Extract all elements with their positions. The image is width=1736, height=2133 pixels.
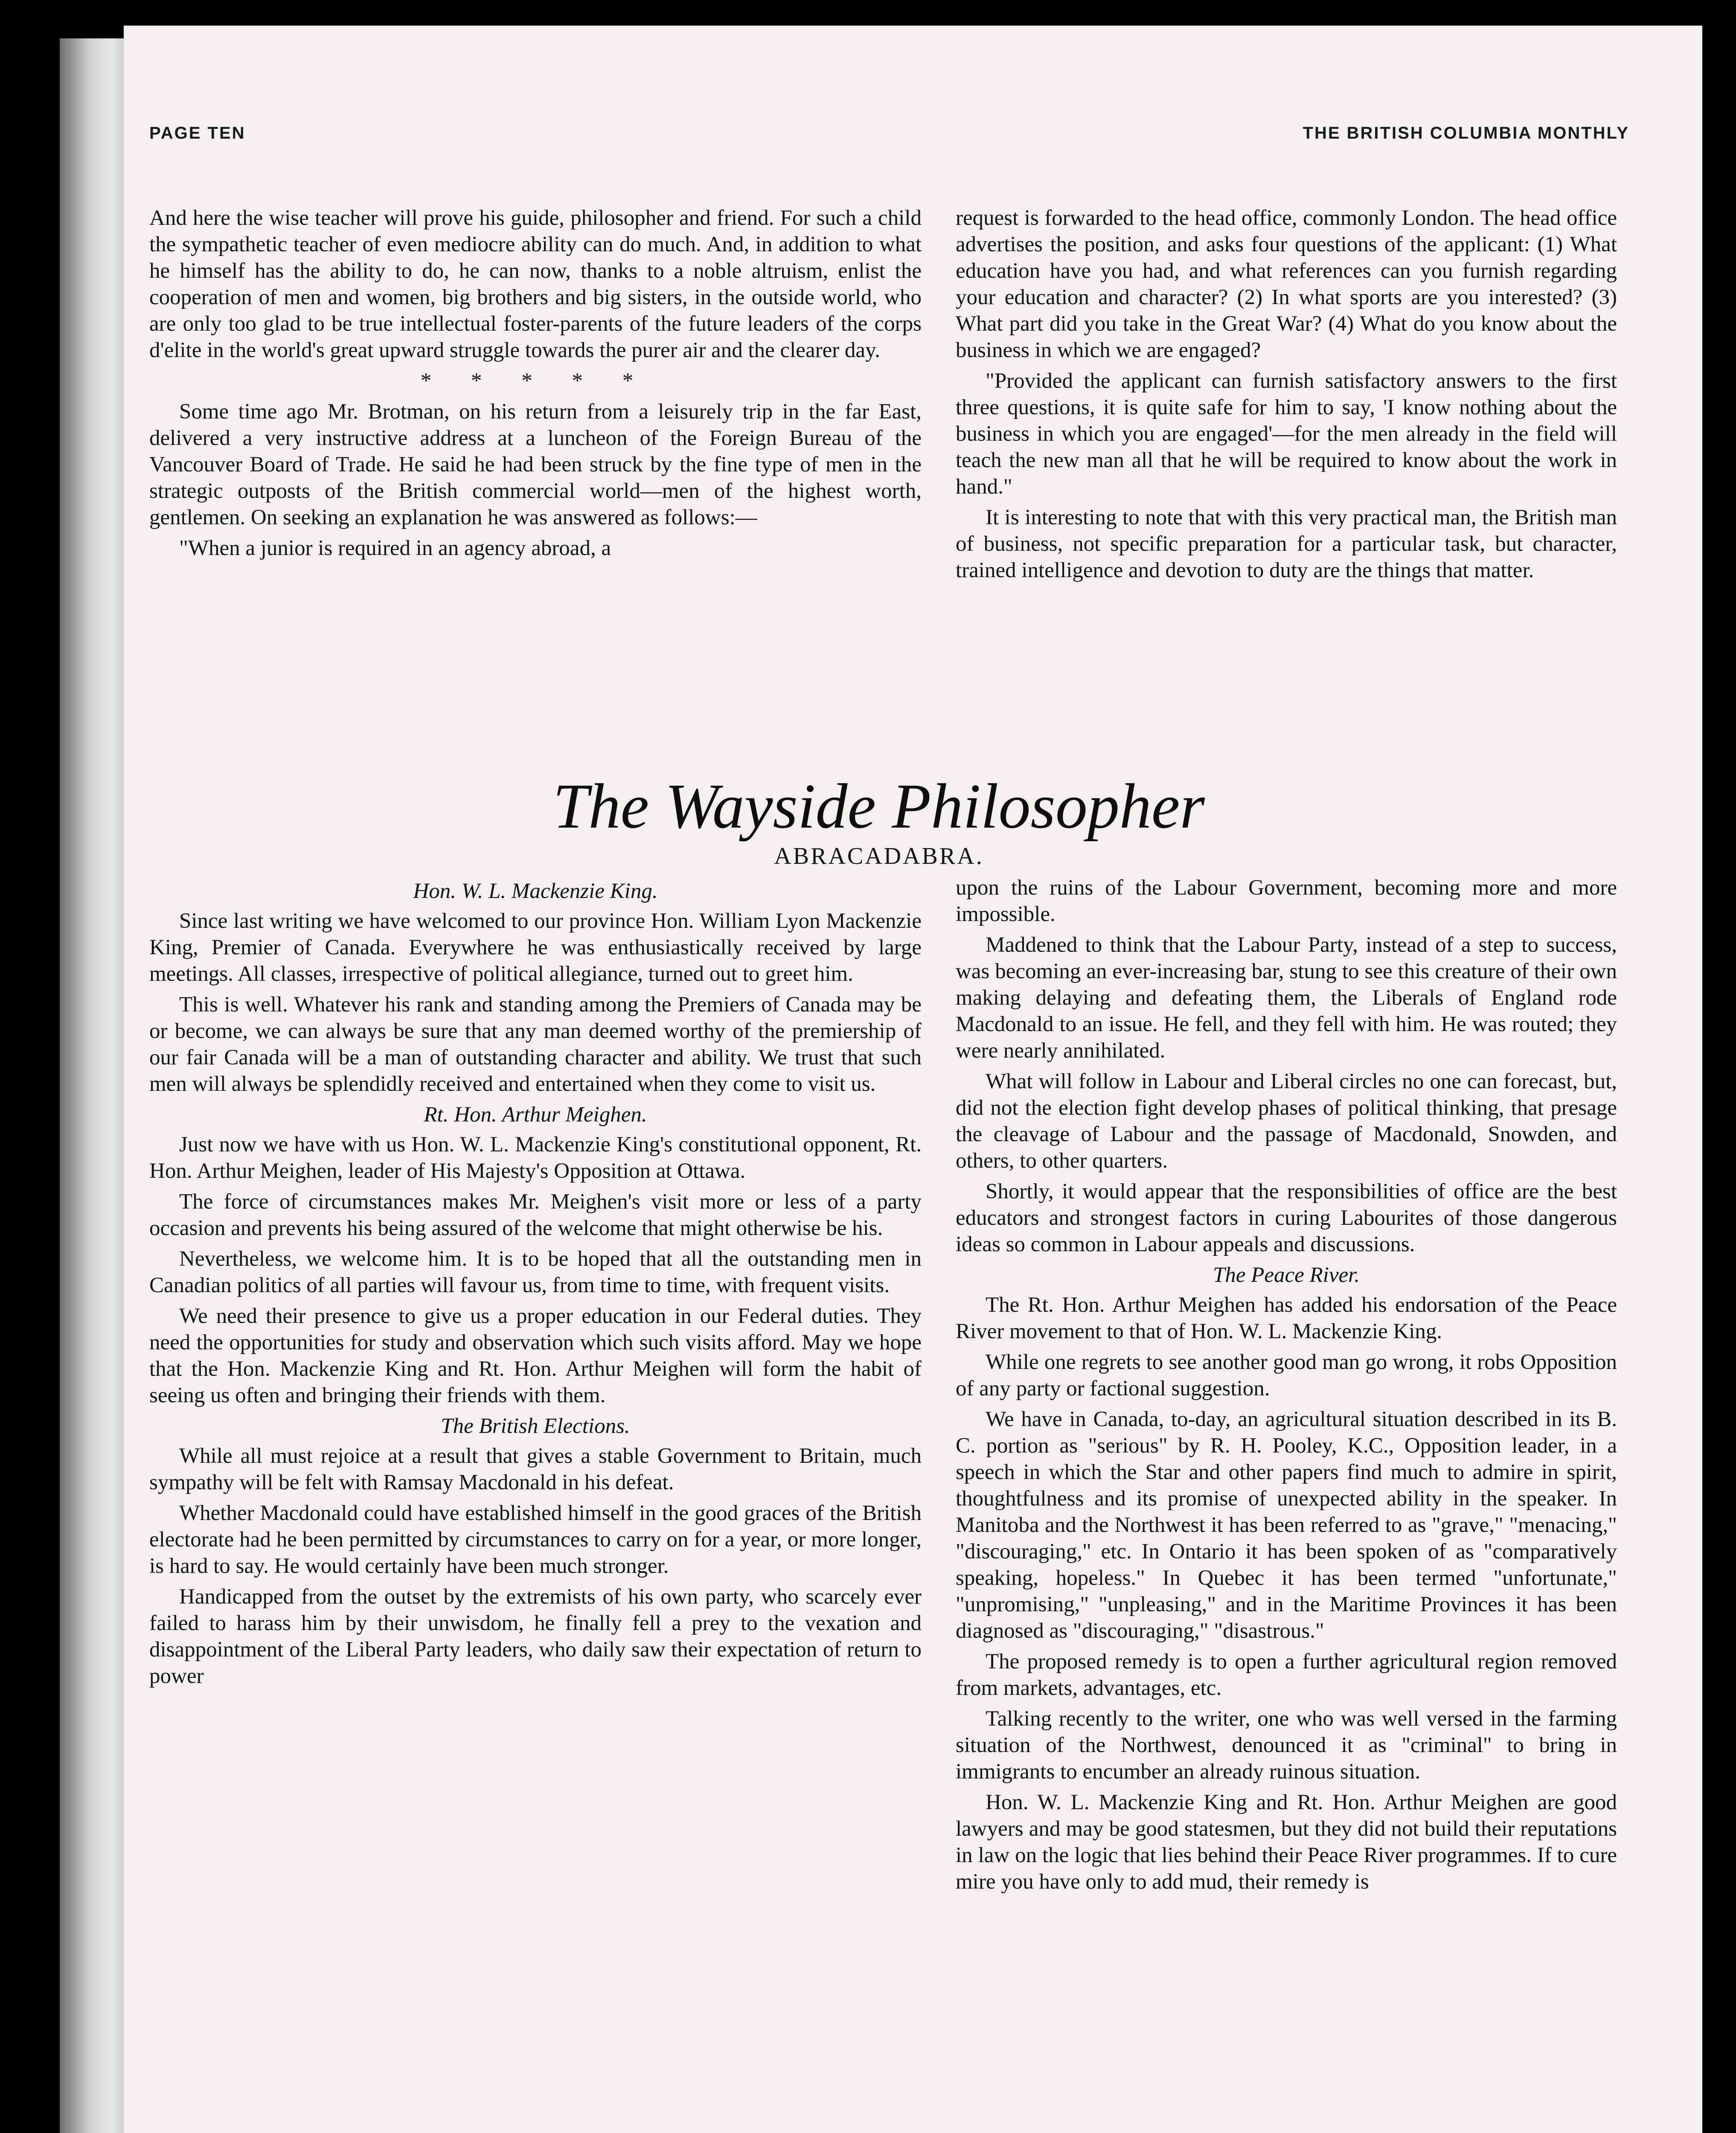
column-bottom-left	[149, 875, 922, 1694]
paragraph: We need their presence to give us a proper education in our Federal duties. They need the opportunities for study and observation which such visits afford. May we hope that the Hon. Mackenzie King and Rt. Hon. Arthur Meighen will form the habit of seeing us often and bringing their friends with them.	[149, 1304, 922, 1407]
scan-border	[1702, 26, 1736, 2133]
paragraph: "Provided the applicant can furnish satisfactory answers to the first three questions, it is quite safe for him to say, 'I know nothing about the business in which you are engaged'—for the men already in the field will teach the new man all that he will be required to know about the work in hand."	[956, 369, 1617, 499]
paragraph: Whether Macdonald could have established himself in the good graces of the British electorate had he been permitted by circumstances to carry on for a year, or more longer, is hard to say. He would certainly have been much stronger.	[149, 1501, 922, 1578]
running-header	[149, 124, 1629, 154]
paragraph: The proposed remedy is to open a further agricultural region removed from markets, advantages, etc.	[956, 1650, 1617, 1700]
paragraph: Since last writing we have welcomed to our province Hon. William Lyon Mackenzie King, Premier of Canada. Everywhere he was enthusiastically received by large meetings. All classes, irrespective of political allegiance, turned out to greet him.	[149, 909, 922, 986]
paragraph: Hon. W. L. Mackenzie King and Rt. Hon. Arthur Meighen are good lawyers and may be good statesmen, but they did not build their reputations in law on the logic that lies behind their Peace River programmes. If to cure mire you have only to add mud, their remedy is	[956, 1790, 1617, 1894]
paragraph: "When a junior is required in an agency abroad, a	[179, 536, 611, 560]
paragraph: Handicapped from the outset by the extremists of his own party, who scarcely ever failed to harass him by their unwisdom, he finally fell a prey to the vexation and disappointment of the Liberal Party leaders, who daily saw their expectation of return to power	[149, 1585, 922, 1688]
section-heading: Rt. Hon. Arthur Meighen.	[424, 1103, 647, 1127]
paragraph: Maddened to think that the Labour Party, instead of a step to success, was becoming an ever-increasing bar, stung to see this creature of their own making delaying and defeating them, the Liberals of England rode Macdonald to an issue. He fell, and they fell with him. He was routed; they were nearly annihilated.	[956, 933, 1617, 1063]
paragraph: Shortly, it would appear that the responsibilities of office are the best educators and strongest factors in curing Labourites of those dangerous ideas so common in Labour appeals and discussions.	[956, 1180, 1617, 1256]
page-number: PAGE TEN	[149, 124, 246, 142]
paragraph: This is well. Whatever his rank and standing among the Premiers of Canada may be or become, we can always be sure that any man deemed worthy of the premiership of our fair Canada will be a man of outstanding character and ability. We trust that such men will always be splendidly received and entertained when they come to visit us.	[149, 993, 922, 1096]
article-byline: ABRACADABRA.	[774, 843, 984, 869]
section-heading: The Peace River.	[1213, 1263, 1360, 1287]
paragraph: Nevertheless, we welcome him. It is to be hoped that all the outstanding men in Canadian politics of all parties will favour us, from time to time, with frequent visits.	[149, 1247, 922, 1297]
paragraph: While one regrets to see another good man go wrong, it robs Opposition of any party or factional suggestion.	[956, 1350, 1617, 1401]
magazine-title: THE BRITISH COLUMBIA MONTHLY	[1303, 124, 1629, 142]
paragraph: The force of circumstances makes Mr. Meighen's visit more or less of a party occasion and prevents his being assured of the welcome that might otherwise be his.	[149, 1190, 922, 1240]
paragraph: And here the wise teacher will prove his guide, philosopher and friend. For such a child the sympathetic teacher of even mediocre ability can do much. And, in addition to what he himself has the ability to do, he can now, thanks to a noble altruism, enlist the cooperation of men and women, big brothers and big sisters, in the outside world, who are only too glad to be true intellectual foster-parents of the future leaders of the corps d'elite in the world's great upward struggle towards the purer air and the clearer day.	[149, 206, 922, 362]
section-heading: Hon. W. L. Mackenzie King.	[413, 879, 658, 903]
section-break: * * * * *	[420, 369, 651, 393]
paragraph: Talking recently to the writer, one who was well versed in the farming situation of the Northwest, denounced it as "criminal" to bring in immigrants to encumber an already ruinous situation.	[956, 1707, 1617, 1784]
section-heading: The British Elections.	[441, 1414, 630, 1438]
column-bottom-right	[956, 875, 1617, 1899]
paragraph: request is forwarded to the head office, commonly London. The head office advertises the position, and asks four questions of the applicant: (1) What education have you had, and what references can you furnish regarding your education and character? (2) In what sports are you interested? (3) What part did you take in the Great War? (4) What do you know about the business in which we are engaged?	[956, 206, 1617, 362]
paragraph: While all must rejoice at a result that gives a stable Government to Britain, much sympathy will be felt with Ramsay Macdonald in his defeat.	[149, 1444, 922, 1494]
paragraph: Some time ago Mr. Brotman, on his return from a leisurely trip in the far East, delivered a very instructive address at a luncheon of the Foreign Bureau of the Vancouver Board of Trade. He said he had been struck by the fine type of men in the strategic outposts of the British commercial world—men of the highest worth, gentlemen. On seeking an explanation he was answered as follows:—	[149, 400, 922, 529]
paragraph: upon the ruins of the Labour Government, becoming more and more impossible.	[956, 876, 1617, 926]
paragraph: We have in Canada, to-day, an agricultural situation described in its B. C. portion as "serious" by R. H. Pooley, K.C., Opposition leader, in a speech in which the Star and other papers find much to admire in spirit, thoughtfulness and its promise of unexpected ability in the speaker. In Manitoba and the Northwest it has been referred to as "grave," "menacing," "discouraging," etc. In Ontario it has been spoken of as "comparatively speaking, hopeless." In Quebec it has been termed "unfortunate," "unpromising," "unpleasing," and in the Maritime Provinces it has been diagnosed as "discouraging," "disastrous."	[956, 1407, 1617, 1643]
article-title: The Wayside Philosopher	[553, 771, 1205, 842]
paragraph: Just now we have with us Hon. W. L. Mackenzie King's constitutional opponent, Rt. Hon. Arthur Meighen, leader of His Majesty's Opposition at Ottawa.	[149, 1133, 922, 1183]
page-spine	[60, 38, 132, 2133]
paragraph: The Rt. Hon. Arthur Meighen has added his endorsation of the Peace River movement to that of Hon. W. L. Mackenzie King.	[956, 1293, 1617, 1343]
paragraph: It is interesting to note that with this very practical man, the British man of business, not specific preparation for a particular task, but character, trained intelligence and devotion to duty are the things that matter.	[956, 506, 1617, 582]
column-top-left	[149, 205, 922, 566]
paragraph: What will follow in Labour and Liberal circles no one can forecast, but, did not the election fight develop phases of political thinking, that presage the cleavage of Labour and the passage of Macdonald, Snowden, and others, to other quarters.	[956, 1069, 1617, 1173]
column-top-right	[956, 205, 1617, 588]
